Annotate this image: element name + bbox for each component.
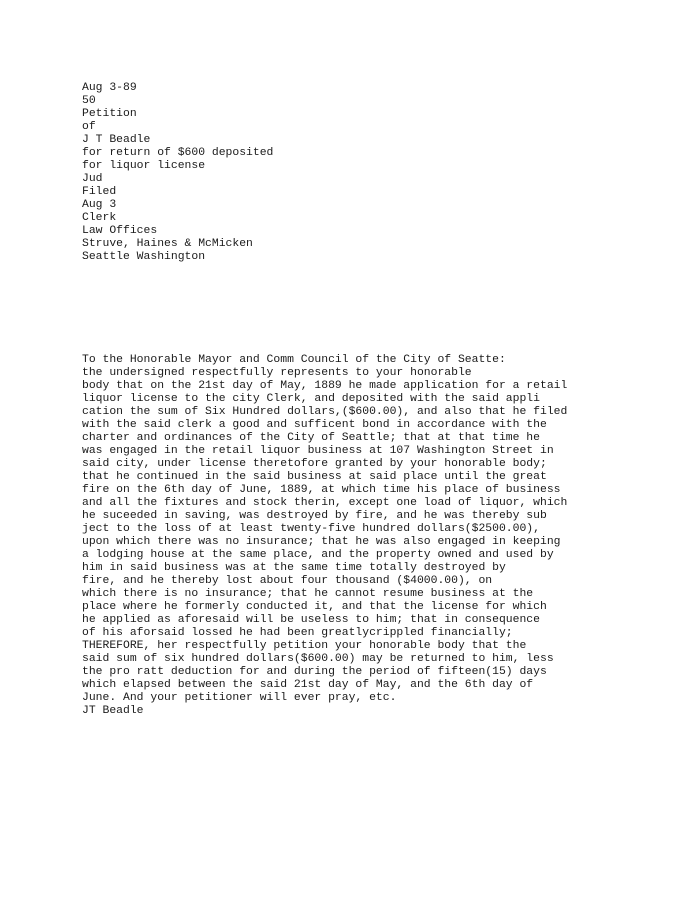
petition-line: place where he formerly conducted it, and that the license for which xyxy=(82,601,547,613)
docket-firm-name: Struve, Haines & McMicken xyxy=(82,238,253,250)
petition-line: upon which there was no insurance; that he was also engaged in keeping xyxy=(82,536,561,548)
petition-line: cation the sum of Six Hundred dollars,($600.00), and also that he filed xyxy=(82,406,568,418)
docket-number: 50 xyxy=(82,95,96,107)
petition-line: of his aforsaid lossed he had been greatlycrippled financially; xyxy=(82,627,513,639)
petition-line: was engaged in the retail liquor business at 107 Washington Street in xyxy=(82,445,554,457)
docket-petitioner: J T Beadle xyxy=(82,134,151,146)
docket-doc-type: Petition xyxy=(82,108,137,120)
docket-filed-date: Aug 3 xyxy=(82,199,117,211)
docket-subject-2: for liquor license xyxy=(82,160,206,172)
petition-line: liquor license to the city Clerk, and deposited with the said appli xyxy=(82,393,540,405)
petition-line: which elapsed between the said 21st day of May, and the 6th day of xyxy=(82,679,534,691)
docket-date: Aug 3-89 xyxy=(82,82,137,94)
petition-line: the pro ratt deduction for and during the period of fifteen(15) days xyxy=(82,666,547,678)
docket-committee: Jud xyxy=(82,173,103,185)
petition-line: ject to the loss of at least twenty-five hundred dollars($2500.00), xyxy=(82,523,540,535)
petition-line: the undersigned respectfully represents to your honorable xyxy=(82,367,472,379)
petition-line: which there is no insurance; that he cannot resume business at the xyxy=(82,588,534,600)
petition-line: said sum of six hundred dollars($600.00) may be returned to him, less xyxy=(82,653,554,665)
docket-of: of xyxy=(82,121,96,133)
petition-line: that he continued in the said business at said place until the great xyxy=(82,471,547,483)
petition-signature: JT Beadle xyxy=(82,705,144,717)
petition-line: fire, and he thereby lost about four thousand ($4000.00), on xyxy=(82,575,493,587)
petition-line: said city, under license theretofore granted by your honorable body; xyxy=(82,458,547,470)
docket-filed: Filed xyxy=(82,186,117,198)
petition-line: him in said business was at the same time totally destroyed by xyxy=(82,562,506,574)
docket-subject-1: for return of $600 deposited xyxy=(82,147,274,159)
petition-salutation: To the Honorable Mayor and Comm Council of the City of Seatte: xyxy=(82,354,506,366)
petition-line: he applied as aforesaid will be useless to him; that in consequence xyxy=(82,614,540,626)
petition-line: and all the fixtures and stock therin, except one load of liquor, which xyxy=(82,497,568,509)
petition-line: he suceeded in saving, was destroyed by fire, and he was thereby sub xyxy=(82,510,547,522)
petition-line: a lodging house at the same place, and the property owned and used by xyxy=(82,549,554,561)
docket-firm-location: Seattle Washington xyxy=(82,251,206,263)
petition-line: June. And your petitioner will ever pray, etc. xyxy=(82,692,397,704)
docket-law-offices: Law Offices xyxy=(82,225,158,237)
petition-line: fire on the 6th day of June, 1889, at which time his place of business xyxy=(82,484,561,496)
docket-clerk: Clerk xyxy=(82,212,117,224)
petition-line: THEREFORE, her respectfully petition your honorable body that the xyxy=(82,640,527,652)
petition-line: charter and ordinances of the City of Seattle; that at that time he xyxy=(82,432,540,444)
petition-line: with the said clerk a good and sufficent bond in accordance with the xyxy=(82,419,547,431)
petition-line: body that on the 21st day of May, 1889 he made application for a retail xyxy=(82,380,568,392)
